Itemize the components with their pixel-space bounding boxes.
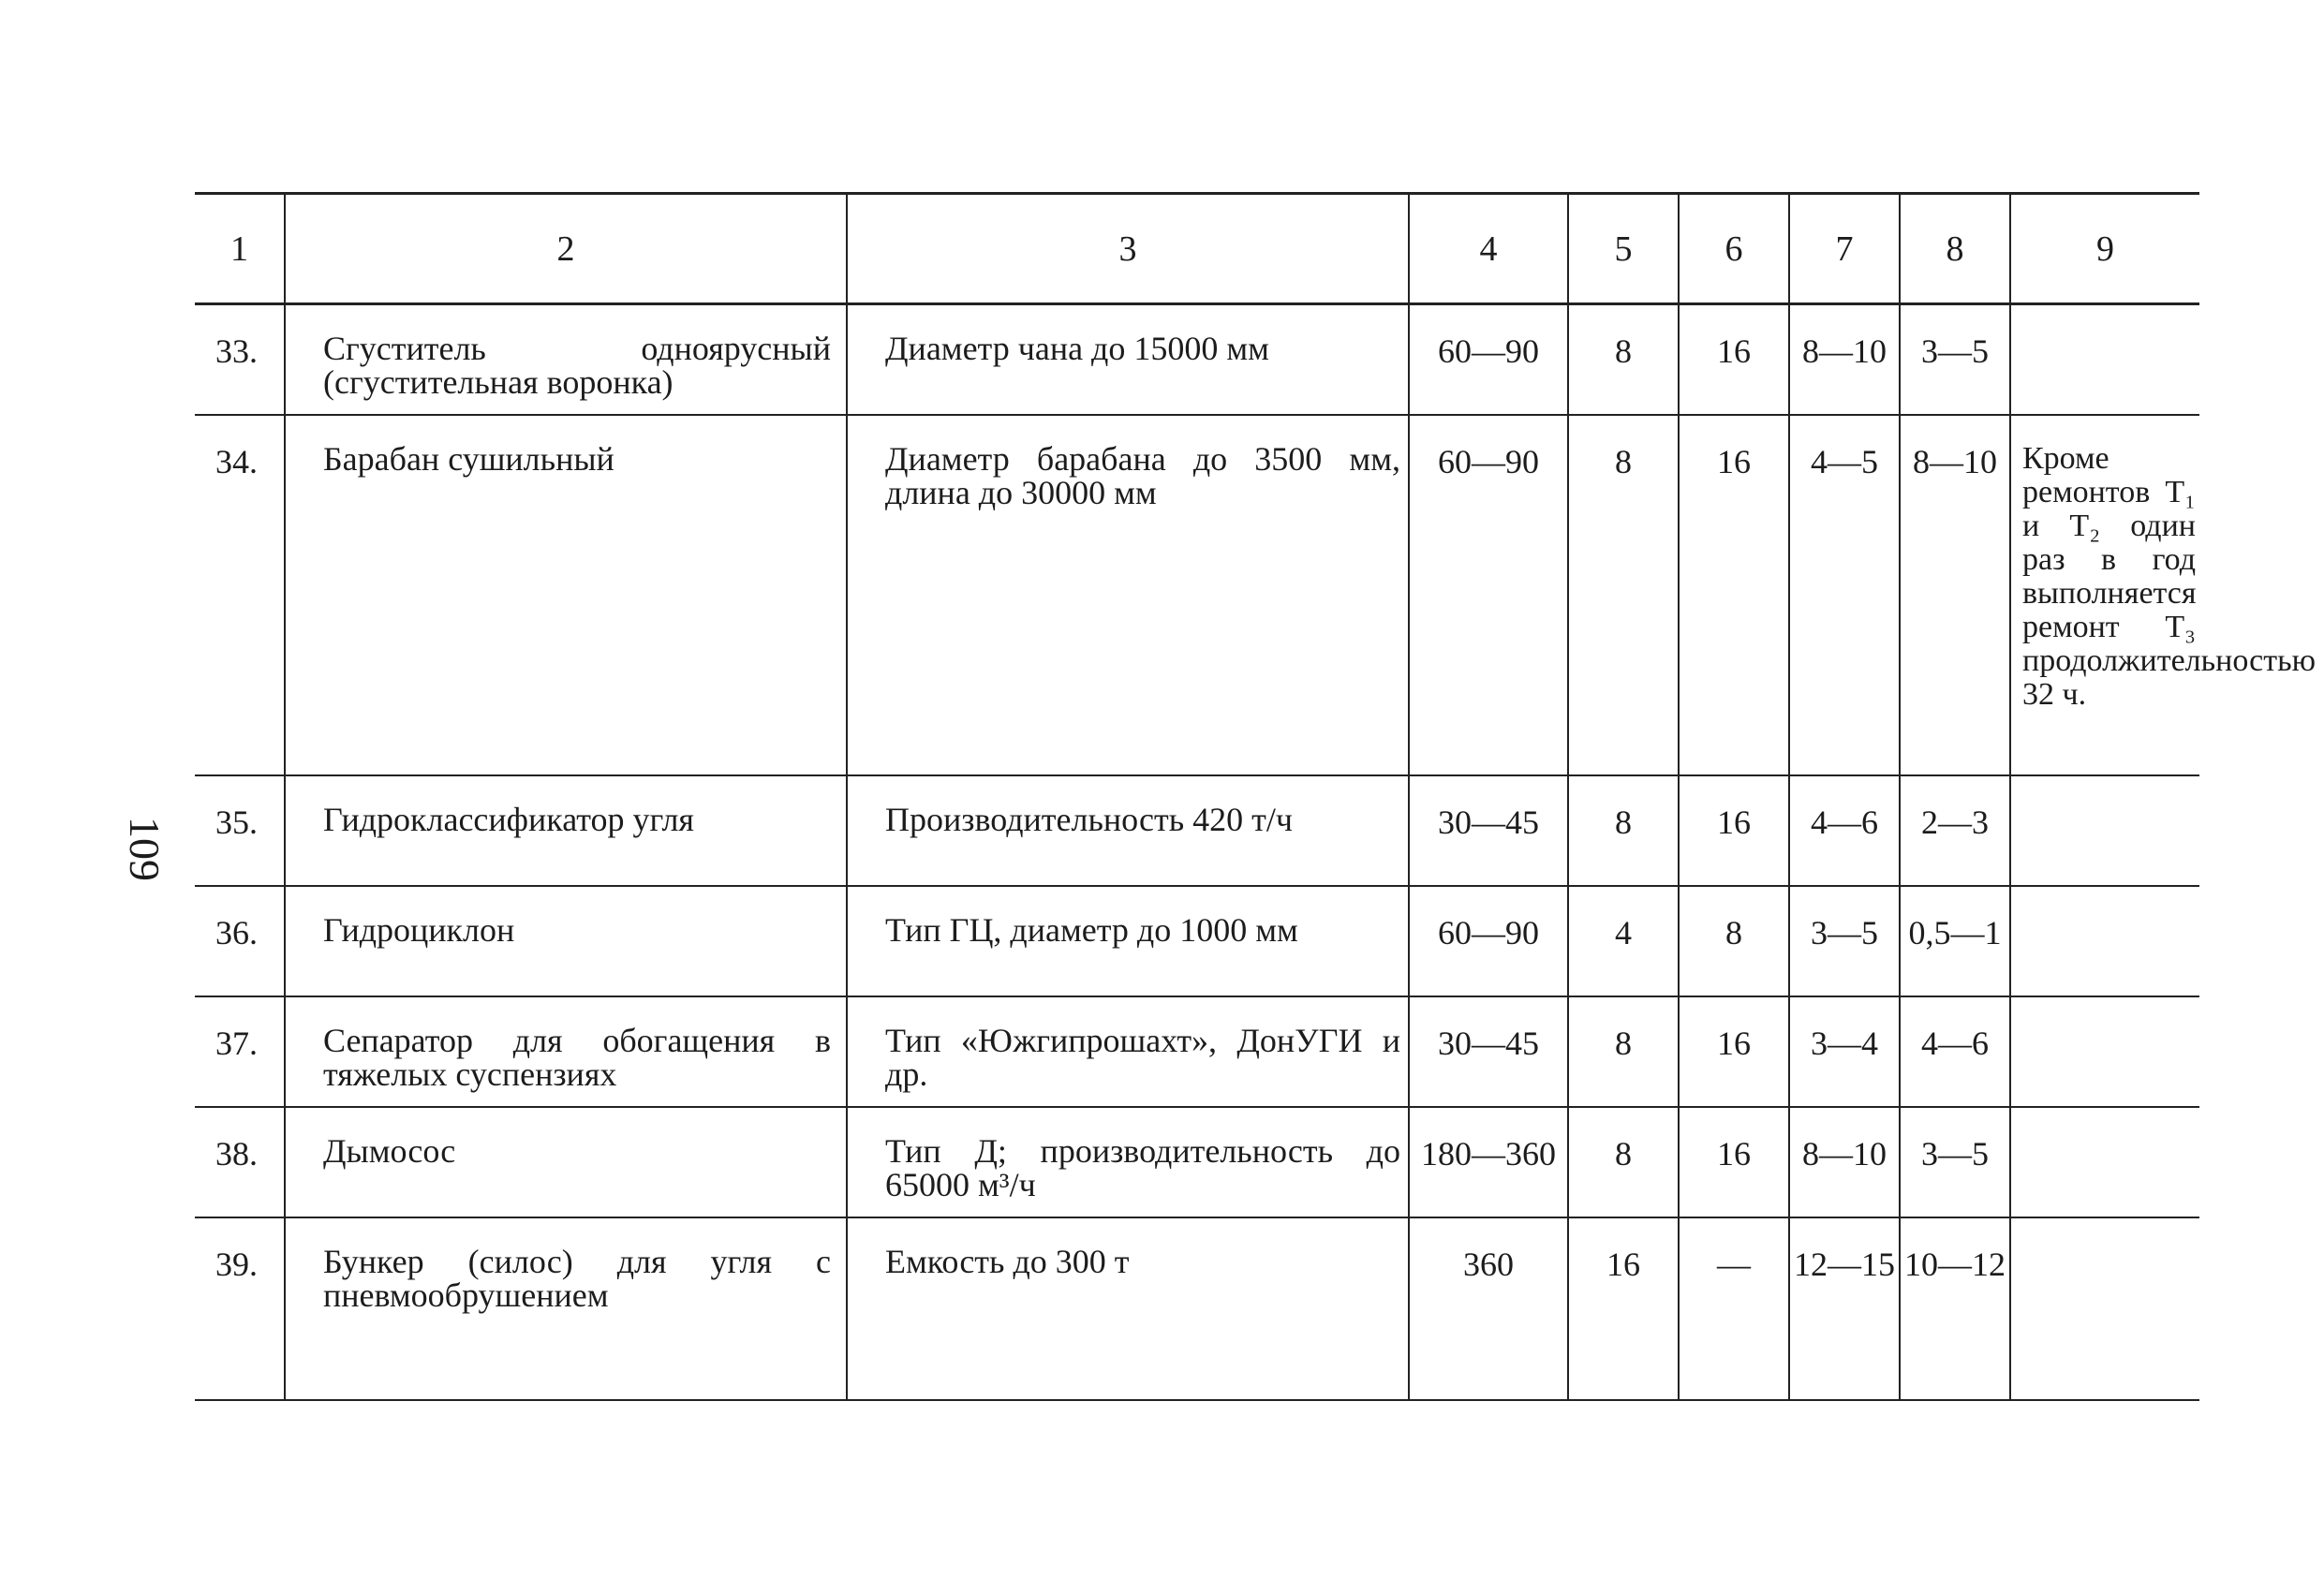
equipment-name: Барабан сушильный	[285, 415, 847, 775]
value-col-7: 3—4	[1789, 996, 1900, 1107]
value-col-7: 4—6	[1789, 775, 1900, 886]
value-col-4: 60—90	[1409, 415, 1568, 775]
header-cell-6: 6	[1679, 194, 1789, 304]
value-col-8: 2—3	[1900, 775, 2010, 886]
equipment-characteristic: Тип Д; производительность до 65000 м³/ч	[847, 1107, 1409, 1217]
note	[2010, 775, 2199, 886]
equipment-name: Дымосос	[285, 1107, 847, 1217]
maintenance-table	[195, 192, 2317, 1401]
equipment-characteristic: Тип «Южгипрошахт», ДонУГИ и др.	[847, 996, 1409, 1107]
equipment-name: Гидроклассификатор угля	[285, 775, 847, 886]
table-row	[195, 1217, 2199, 1400]
header-cell-4: 4	[1409, 194, 1568, 304]
value-col-5: 8	[1568, 1107, 1679, 1217]
value-col-8: 3—5	[1900, 1107, 2010, 1217]
equipment-name: Сгуститель одноярусный (сгустительная воронка)	[285, 304, 847, 415]
value-col-4: 180—360	[1409, 1107, 1568, 1217]
value-col-4: 360	[1409, 1217, 1568, 1400]
value-col-6: 16	[1679, 415, 1789, 775]
value-col-6: 16	[1679, 996, 1789, 1107]
value-col-5: 16	[1568, 1217, 1679, 1400]
header-cell-9: 9	[2010, 194, 2199, 304]
row-number: 38.	[215, 1134, 258, 1173]
table-row	[195, 304, 2199, 415]
equipment-characteristic: Диаметр чана до 15000 мм	[847, 304, 1409, 415]
equipment-name: Сепаратор для обогащения в тяжелых суспензиях	[285, 996, 847, 1107]
value-col-5: 8	[1568, 304, 1679, 415]
value-col-8: 0,5—1	[1900, 886, 2010, 996]
row-number: 36.	[215, 913, 258, 951]
value-col-5: 8	[1568, 996, 1679, 1107]
table-row	[195, 415, 2199, 775]
value-col-5: 8	[1568, 775, 1679, 886]
equipment-characteristic: Диаметр барабана до 3500 мм, длина до 30000 мм	[847, 415, 1409, 775]
equipment-characteristic: Тип ГЦ, диаметр до 1000 мм	[847, 886, 1409, 996]
value-col-6: 8	[1679, 886, 1789, 996]
header-cell-1: 1	[230, 229, 248, 269]
header-cell-8: 8	[1900, 194, 2010, 304]
value-col-5: 4	[1568, 886, 1679, 996]
table-row	[195, 996, 2199, 1107]
value-col-6: 16	[1679, 775, 1789, 886]
value-col-4: 30—45	[1409, 996, 1568, 1107]
table-row	[195, 775, 2199, 886]
value-col-4: 30—45	[1409, 775, 1568, 886]
note: Кроме ремонтов T₁ и T₂ один раз в год выполняется ремонт T₃ продолжительностью 32 ч.	[2010, 415, 2199, 775]
equipment-name: Гидроциклон	[285, 886, 847, 996]
value-col-6: 16	[1679, 1107, 1789, 1217]
row-number: 37.	[215, 1024, 258, 1062]
value-col-7: 8—10	[1789, 1107, 1900, 1217]
value-col-7: 3—5	[1789, 886, 1900, 996]
header-cell-3: 3	[847, 194, 1409, 304]
value-col-7: 4—5	[1789, 415, 1900, 775]
value-col-6: —	[1679, 1217, 1789, 1400]
note	[2010, 304, 2199, 415]
value-col-7: 8—10	[1789, 304, 1900, 415]
table-row	[195, 1107, 2199, 1217]
value-col-4: 60—90	[1409, 886, 1568, 996]
table-header-row	[195, 194, 2199, 304]
row-number: 33.	[215, 332, 258, 370]
note	[2010, 1107, 2199, 1217]
page-number: 109	[121, 817, 169, 881]
note	[2010, 1217, 2199, 1400]
value-col-5: 8	[1568, 415, 1679, 775]
value-col-8: 10—12	[1900, 1217, 2010, 1400]
row-number: 39.	[215, 1245, 258, 1283]
row-number: 34.	[215, 442, 258, 480]
header-cell-5: 5	[1568, 194, 1679, 304]
equipment-characteristic: Емкость до 300 т	[847, 1217, 1409, 1400]
note	[2010, 886, 2199, 996]
value-col-4: 60—90	[1409, 304, 1568, 415]
header-cell-2: 2	[285, 194, 847, 304]
table-row	[195, 886, 2199, 996]
header-cell-7: 7	[1789, 194, 1900, 304]
note	[2010, 996, 2199, 1107]
value-col-7: 12—15	[1789, 1217, 1900, 1400]
value-col-8: 3—5	[1900, 304, 2010, 415]
equipment-name: Бункер (силос) для угля с пневмообрушением	[285, 1217, 847, 1400]
equipment-characteristic: Производительность 420 т/ч	[847, 775, 1409, 886]
row-number: 35.	[215, 803, 258, 841]
value-col-8: 4—6	[1900, 996, 2010, 1107]
value-col-6: 16	[1679, 304, 1789, 415]
value-col-8: 8—10	[1900, 415, 2010, 775]
